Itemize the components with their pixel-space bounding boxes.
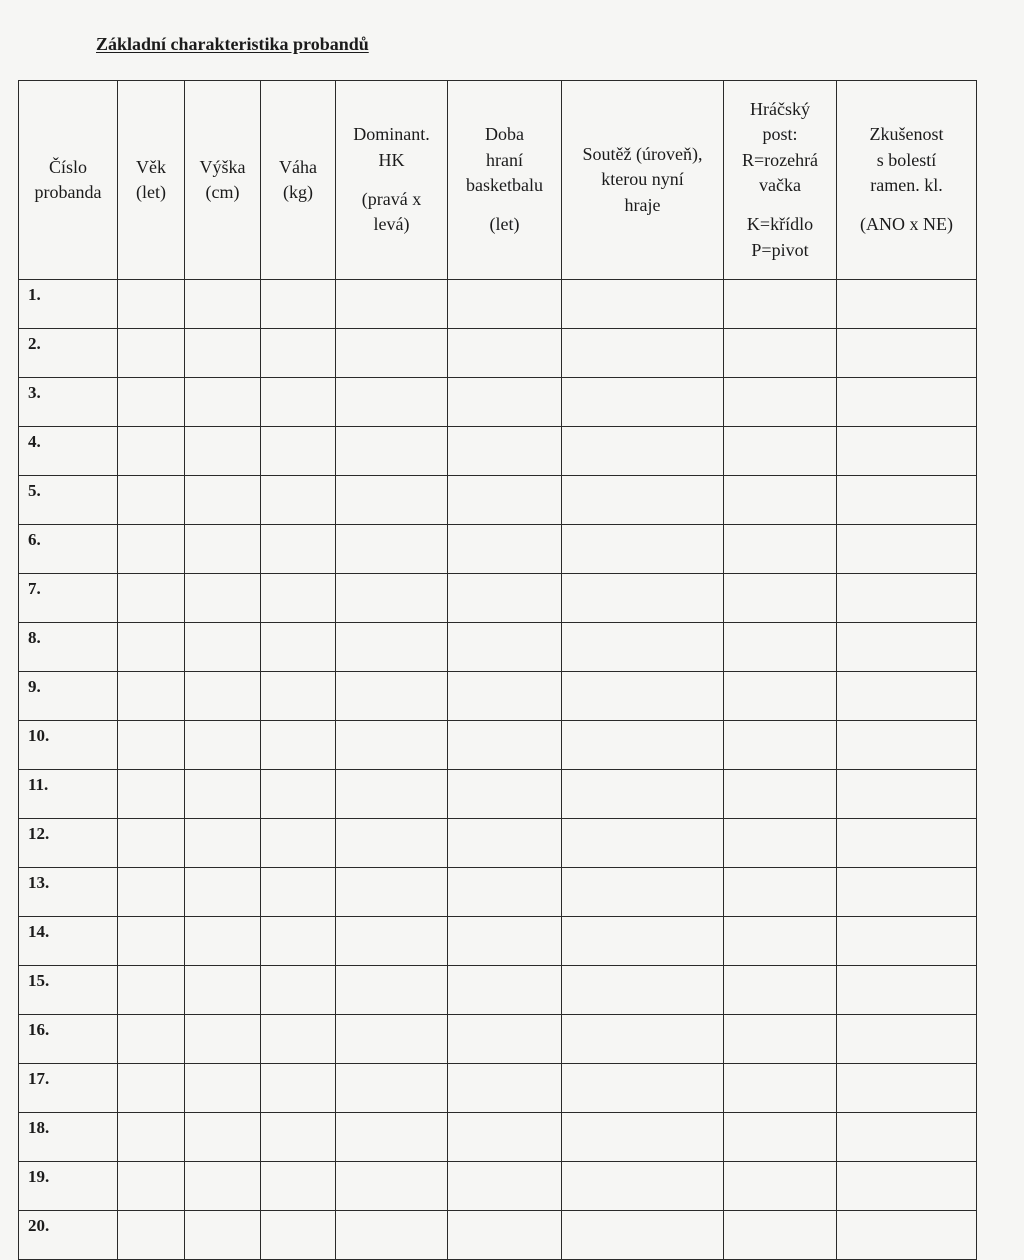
empty-cell-vyska[interactable] bbox=[185, 280, 261, 329]
table-row bbox=[19, 1113, 977, 1162]
empty-cell-vaha[interactable] bbox=[261, 819, 336, 868]
row-number: 7. bbox=[19, 574, 118, 623]
empty-cell-vek[interactable] bbox=[118, 1211, 185, 1260]
table-row bbox=[19, 427, 977, 476]
empty-cell-dominantni-hk[interactable] bbox=[336, 917, 448, 966]
empty-cell-vaha[interactable] bbox=[261, 1113, 336, 1162]
empty-cell-soutez[interactable] bbox=[562, 1211, 724, 1260]
empty-cell-vyska[interactable] bbox=[185, 574, 261, 623]
header-line: kterou nyní bbox=[601, 169, 684, 190]
empty-cell-vaha[interactable] bbox=[261, 574, 336, 623]
header-spacer bbox=[336, 173, 447, 187]
table-row bbox=[19, 525, 977, 574]
column-header-soutez bbox=[562, 81, 724, 280]
empty-cell-zkusenost-s-bolesti[interactable] bbox=[837, 770, 977, 819]
header-line: Váha bbox=[279, 156, 317, 177]
empty-cell-dominantni-hk[interactable] bbox=[336, 721, 448, 770]
empty-cell-zkusenost-s-bolesti[interactable] bbox=[837, 672, 977, 721]
empty-cell-zkusenost-s-bolesti[interactable] bbox=[837, 1015, 977, 1064]
empty-cell-zkusenost-s-bolesti[interactable] bbox=[837, 917, 977, 966]
header-line: Soutěž (úroveň), bbox=[582, 144, 703, 165]
empty-cell-dominantni-hk[interactable] bbox=[336, 574, 448, 623]
empty-cell-zkusenost-s-bolesti[interactable] bbox=[837, 1064, 977, 1113]
header-line: Dominant. bbox=[353, 124, 430, 145]
empty-cell-zkusenost-s-bolesti[interactable] bbox=[837, 623, 977, 672]
empty-cell-doba-hrani[interactable] bbox=[448, 1211, 562, 1260]
header-line: (kg) bbox=[283, 182, 313, 202]
empty-cell-hracsky-post[interactable] bbox=[724, 819, 837, 868]
header-line: HK bbox=[378, 149, 405, 170]
header-line: levá) bbox=[373, 214, 410, 235]
empty-cell-zkusenost-s-bolesti[interactable] bbox=[837, 280, 977, 329]
empty-cell-soutez[interactable] bbox=[562, 427, 724, 476]
row-number: 2. bbox=[19, 329, 118, 378]
empty-cell-hracsky-post[interactable] bbox=[724, 1211, 837, 1260]
empty-cell-vyska[interactable] bbox=[185, 427, 261, 476]
row-number: 17. bbox=[19, 1064, 118, 1113]
empty-cell-doba-hrani[interactable] bbox=[448, 1015, 562, 1064]
empty-cell-hracsky-post[interactable] bbox=[724, 721, 837, 770]
empty-cell-hracsky-post[interactable] bbox=[724, 1064, 837, 1113]
empty-cell-hracsky-post[interactable] bbox=[724, 1015, 837, 1064]
empty-cell-vyska[interactable] bbox=[185, 721, 261, 770]
empty-cell-hracsky-post[interactable] bbox=[724, 329, 837, 378]
empty-cell-soutez[interactable] bbox=[562, 280, 724, 329]
empty-cell-doba-hrani[interactable] bbox=[448, 868, 562, 917]
empty-cell-dominantni-hk[interactable] bbox=[336, 1113, 448, 1162]
table-row bbox=[19, 819, 977, 868]
empty-cell-vyska[interactable] bbox=[185, 917, 261, 966]
row-number: 3. bbox=[19, 378, 118, 427]
empty-cell-dominantni-hk[interactable] bbox=[336, 672, 448, 721]
column-header-cislo-probanda bbox=[19, 81, 118, 280]
header-line: Výška bbox=[199, 156, 246, 177]
header-line: (pravá x bbox=[361, 189, 422, 210]
empty-cell-vek[interactable] bbox=[118, 280, 185, 329]
empty-cell-doba-hrani[interactable] bbox=[448, 476, 562, 525]
empty-cell-vek[interactable] bbox=[118, 525, 185, 574]
row-number: 8. bbox=[19, 623, 118, 672]
empty-cell-soutez[interactable] bbox=[562, 966, 724, 1015]
column-header-vyska bbox=[185, 81, 261, 280]
empty-cell-soutez[interactable] bbox=[562, 329, 724, 378]
column-header-zkusenost-s-bolesti bbox=[837, 81, 977, 280]
empty-cell-soutez[interactable] bbox=[562, 476, 724, 525]
header-line: hraje bbox=[624, 194, 661, 215]
row-number: 15. bbox=[19, 966, 118, 1015]
empty-cell-dominantni-hk[interactable] bbox=[336, 427, 448, 476]
empty-cell-doba-hrani[interactable] bbox=[448, 378, 562, 427]
empty-cell-vaha[interactable] bbox=[261, 476, 336, 525]
row-number: 5. bbox=[19, 476, 118, 525]
empty-cell-doba-hrani[interactable] bbox=[448, 1064, 562, 1113]
empty-cell-doba-hrani[interactable] bbox=[448, 1162, 562, 1211]
empty-cell-vaha[interactable] bbox=[261, 1064, 336, 1113]
empty-cell-hracsky-post[interactable] bbox=[724, 868, 837, 917]
empty-cell-doba-hrani[interactable] bbox=[448, 672, 562, 721]
empty-cell-vek[interactable] bbox=[118, 378, 185, 427]
header-line: vačka bbox=[759, 174, 801, 195]
empty-cell-doba-hrani[interactable] bbox=[448, 917, 562, 966]
empty-cell-hracsky-post[interactable] bbox=[724, 378, 837, 427]
empty-cell-vaha[interactable] bbox=[261, 525, 336, 574]
empty-cell-zkusenost-s-bolesti[interactable] bbox=[837, 427, 977, 476]
empty-cell-vyska[interactable] bbox=[185, 1162, 261, 1211]
row-number: 6. bbox=[19, 525, 118, 574]
empty-cell-soutez[interactable] bbox=[562, 378, 724, 427]
row-number: 14. bbox=[19, 917, 118, 966]
empty-cell-soutez[interactable] bbox=[562, 672, 724, 721]
row-number: 12. bbox=[19, 819, 118, 868]
empty-cell-hracsky-post[interactable] bbox=[724, 427, 837, 476]
empty-cell-zkusenost-s-bolesti[interactable] bbox=[837, 1113, 977, 1162]
empty-cell-vek[interactable] bbox=[118, 1113, 185, 1162]
empty-cell-hracsky-post[interactable] bbox=[724, 1162, 837, 1211]
header-line: (ANO x NE) bbox=[860, 214, 953, 235]
empty-cell-vek[interactable] bbox=[118, 966, 185, 1015]
empty-cell-dominantni-hk[interactable] bbox=[336, 1015, 448, 1064]
empty-cell-doba-hrani[interactable] bbox=[448, 966, 562, 1015]
empty-cell-vyska[interactable] bbox=[185, 672, 261, 721]
empty-cell-soutez[interactable] bbox=[562, 623, 724, 672]
empty-cell-vyska[interactable] bbox=[185, 1015, 261, 1064]
empty-cell-doba-hrani[interactable] bbox=[448, 280, 562, 329]
column-header-vaha bbox=[261, 81, 336, 280]
empty-cell-vek[interactable] bbox=[118, 329, 185, 378]
empty-cell-vek[interactable] bbox=[118, 819, 185, 868]
empty-cell-zkusenost-s-bolesti[interactable] bbox=[837, 1211, 977, 1260]
empty-cell-vaha[interactable] bbox=[261, 770, 336, 819]
empty-cell-soutez[interactable] bbox=[562, 917, 724, 966]
row-number: 9. bbox=[19, 672, 118, 721]
empty-cell-hracsky-post[interactable] bbox=[724, 917, 837, 966]
table-row bbox=[19, 672, 977, 721]
row-number: 11. bbox=[19, 770, 118, 819]
empty-cell-hracsky-post[interactable] bbox=[724, 672, 837, 721]
table-row bbox=[19, 868, 977, 917]
empty-cell-vaha[interactable] bbox=[261, 378, 336, 427]
table-row bbox=[19, 574, 977, 623]
empty-cell-doba-hrani[interactable] bbox=[448, 427, 562, 476]
empty-cell-dominantni-hk[interactable] bbox=[336, 770, 448, 819]
empty-cell-zkusenost-s-bolesti[interactable] bbox=[837, 574, 977, 623]
column-header-hracsky-post bbox=[724, 81, 837, 280]
header-row bbox=[19, 81, 977, 280]
table-row bbox=[19, 280, 977, 329]
empty-cell-dominantni-hk[interactable] bbox=[336, 378, 448, 427]
empty-cell-zkusenost-s-bolesti[interactable] bbox=[837, 1162, 977, 1211]
empty-cell-soutez[interactable] bbox=[562, 1064, 724, 1113]
empty-cell-vek[interactable] bbox=[118, 476, 185, 525]
header-line: s bolestí bbox=[876, 149, 937, 170]
empty-cell-zkusenost-s-bolesti[interactable] bbox=[837, 966, 977, 1015]
empty-cell-vyska[interactable] bbox=[185, 476, 261, 525]
empty-cell-vyska[interactable] bbox=[185, 868, 261, 917]
table-row bbox=[19, 1211, 977, 1260]
table-row bbox=[19, 1162, 977, 1211]
empty-cell-doba-hrani[interactable] bbox=[448, 721, 562, 770]
empty-cell-vaha[interactable] bbox=[261, 329, 336, 378]
row-number: 20. bbox=[19, 1211, 118, 1260]
empty-cell-doba-hrani[interactable] bbox=[448, 329, 562, 378]
empty-cell-soutez[interactable] bbox=[562, 574, 724, 623]
empty-cell-soutez[interactable] bbox=[562, 1162, 724, 1211]
empty-cell-dominantni-hk[interactable] bbox=[336, 476, 448, 525]
empty-cell-zkusenost-s-bolesti[interactable] bbox=[837, 721, 977, 770]
table-row bbox=[19, 623, 977, 672]
header-line: P=pivot bbox=[751, 239, 809, 260]
header-line: (let) bbox=[136, 182, 166, 202]
empty-cell-vek[interactable] bbox=[118, 1015, 185, 1064]
empty-cell-vyska[interactable] bbox=[185, 1064, 261, 1113]
empty-cell-vek[interactable] bbox=[118, 1064, 185, 1113]
empty-cell-hracsky-post[interactable] bbox=[724, 476, 837, 525]
table-body bbox=[19, 280, 977, 1260]
empty-cell-soutez[interactable] bbox=[562, 721, 724, 770]
empty-cell-vyska[interactable] bbox=[185, 966, 261, 1015]
empty-cell-hracsky-post[interactable] bbox=[724, 966, 837, 1015]
empty-cell-soutez[interactable] bbox=[562, 525, 724, 574]
empty-cell-dominantni-hk[interactable] bbox=[336, 966, 448, 1015]
empty-cell-vaha[interactable] bbox=[261, 672, 336, 721]
empty-cell-vaha[interactable] bbox=[261, 623, 336, 672]
empty-cell-vek[interactable] bbox=[118, 623, 185, 672]
row-number: 19. bbox=[19, 1162, 118, 1211]
empty-cell-vaha[interactable] bbox=[261, 1015, 336, 1064]
empty-cell-hracsky-post[interactable] bbox=[724, 525, 837, 574]
empty-cell-dominantni-hk[interactable] bbox=[336, 329, 448, 378]
table-row bbox=[19, 329, 977, 378]
empty-cell-doba-hrani[interactable] bbox=[448, 574, 562, 623]
empty-cell-vek[interactable] bbox=[118, 721, 185, 770]
empty-cell-vek[interactable] bbox=[118, 770, 185, 819]
header-line: Číslo bbox=[48, 156, 87, 177]
empty-cell-soutez[interactable] bbox=[562, 819, 724, 868]
row-number: 13. bbox=[19, 868, 118, 917]
column-header-vek bbox=[118, 81, 185, 280]
empty-cell-vaha[interactable] bbox=[261, 427, 336, 476]
empty-cell-vyska[interactable] bbox=[185, 623, 261, 672]
header-line: Hráčský bbox=[750, 99, 810, 120]
empty-cell-dominantni-hk[interactable] bbox=[336, 525, 448, 574]
document-title: Základní charakteristika probandů bbox=[96, 34, 369, 54]
empty-cell-vek[interactable] bbox=[118, 917, 185, 966]
header-line: Zkušenost bbox=[869, 124, 944, 145]
empty-cell-vyska[interactable] bbox=[185, 819, 261, 868]
empty-cell-vaha[interactable] bbox=[261, 721, 336, 770]
header-line: ramen. kl. bbox=[870, 174, 943, 195]
row-number: 4. bbox=[19, 427, 118, 476]
empty-cell-vyska[interactable] bbox=[185, 1211, 261, 1260]
empty-cell-hracsky-post[interactable] bbox=[724, 280, 837, 329]
table-row bbox=[19, 476, 977, 525]
empty-cell-hracsky-post[interactable] bbox=[724, 1113, 837, 1162]
empty-cell-vaha[interactable] bbox=[261, 1162, 336, 1211]
empty-cell-doba-hrani[interactable] bbox=[448, 525, 562, 574]
empty-cell-vyska[interactable] bbox=[185, 1113, 261, 1162]
empty-cell-zkusenost-s-bolesti[interactable] bbox=[837, 819, 977, 868]
empty-cell-vaha[interactable] bbox=[261, 966, 336, 1015]
empty-cell-zkusenost-s-bolesti[interactable] bbox=[837, 329, 977, 378]
table-row bbox=[19, 917, 977, 966]
empty-cell-hracsky-post[interactable] bbox=[724, 574, 837, 623]
empty-cell-dominantni-hk[interactable] bbox=[336, 623, 448, 672]
empty-cell-vaha[interactable] bbox=[261, 1211, 336, 1260]
header-line: post: bbox=[762, 124, 798, 145]
header-line: Doba bbox=[485, 124, 524, 145]
empty-cell-vyska[interactable] bbox=[185, 770, 261, 819]
empty-cell-dominantni-hk[interactable] bbox=[336, 1064, 448, 1113]
header-line: hraní bbox=[486, 149, 523, 170]
empty-cell-vaha[interactable] bbox=[261, 868, 336, 917]
column-header-doba-hrani bbox=[448, 81, 562, 280]
empty-cell-dominantni-hk[interactable] bbox=[336, 1162, 448, 1211]
table-row bbox=[19, 1064, 977, 1113]
row-number: 1. bbox=[19, 280, 118, 329]
empty-cell-dominantni-hk[interactable] bbox=[336, 280, 448, 329]
header-line: K=křídlo bbox=[746, 214, 814, 235]
empty-cell-zkusenost-s-bolesti[interactable] bbox=[837, 378, 977, 427]
empty-cell-doba-hrani[interactable] bbox=[448, 819, 562, 868]
empty-cell-hracsky-post[interactable] bbox=[724, 770, 837, 819]
empty-cell-vek[interactable] bbox=[118, 574, 185, 623]
empty-cell-dominantni-hk[interactable] bbox=[336, 819, 448, 868]
row-number: 10. bbox=[19, 721, 118, 770]
header-line: Věk bbox=[136, 156, 166, 177]
header-spacer bbox=[837, 198, 976, 212]
empty-cell-dominantni-hk[interactable] bbox=[336, 1211, 448, 1260]
table-row bbox=[19, 721, 977, 770]
table-row bbox=[19, 966, 977, 1015]
header-line: (cm) bbox=[205, 182, 240, 202]
empty-cell-vaha[interactable] bbox=[261, 917, 336, 966]
header-line: probanda bbox=[34, 182, 102, 202]
table-row bbox=[19, 1015, 977, 1064]
empty-cell-vek[interactable] bbox=[118, 672, 185, 721]
table-row bbox=[19, 378, 977, 427]
header-line: R=rozehrá bbox=[741, 149, 819, 170]
empty-cell-doba-hrani[interactable] bbox=[448, 623, 562, 672]
column-header-dominantni-hk bbox=[336, 81, 448, 280]
row-number: 18. bbox=[19, 1113, 118, 1162]
empty-cell-hracsky-post[interactable] bbox=[724, 623, 837, 672]
header-spacer bbox=[448, 198, 561, 212]
empty-cell-doba-hrani[interactable] bbox=[448, 1113, 562, 1162]
proband-table bbox=[18, 80, 977, 1260]
header-line: basketbalu bbox=[466, 174, 543, 195]
empty-cell-vek[interactable] bbox=[118, 1162, 185, 1211]
empty-cell-vaha[interactable] bbox=[261, 280, 336, 329]
empty-cell-vek[interactable] bbox=[118, 427, 185, 476]
empty-cell-soutez[interactable] bbox=[562, 1113, 724, 1162]
header-line: (let) bbox=[489, 214, 520, 235]
empty-cell-vyska[interactable] bbox=[185, 378, 261, 427]
empty-cell-vyska[interactable] bbox=[185, 525, 261, 574]
row-number: 16. bbox=[19, 1015, 118, 1064]
empty-cell-soutez[interactable] bbox=[562, 770, 724, 819]
empty-cell-dominantni-hk[interactable] bbox=[336, 868, 448, 917]
table-row bbox=[19, 770, 977, 819]
empty-cell-vyska[interactable] bbox=[185, 329, 261, 378]
empty-cell-vek[interactable] bbox=[118, 868, 185, 917]
empty-cell-zkusenost-s-bolesti[interactable] bbox=[837, 868, 977, 917]
empty-cell-doba-hrani[interactable] bbox=[448, 770, 562, 819]
empty-cell-soutez[interactable] bbox=[562, 1015, 724, 1064]
empty-cell-zkusenost-s-bolesti[interactable] bbox=[837, 476, 977, 525]
header-spacer bbox=[724, 198, 836, 212]
empty-cell-zkusenost-s-bolesti[interactable] bbox=[837, 525, 977, 574]
empty-cell-soutez[interactable] bbox=[562, 868, 724, 917]
